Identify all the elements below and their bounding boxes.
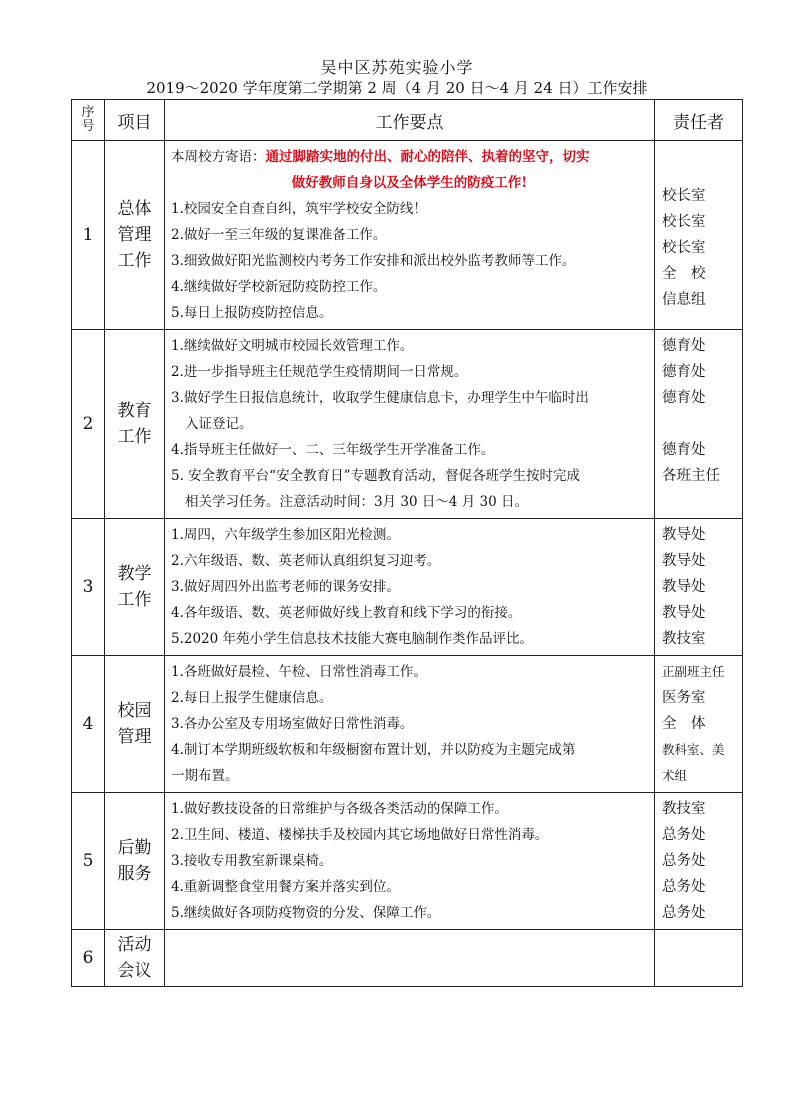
motto-label: 本周校方寄语： [171, 149, 266, 165]
table-row [72, 656, 743, 793]
owner-item: 教技室 [662, 801, 706, 817]
row-tasks [165, 656, 655, 793]
row-category [105, 793, 165, 930]
row-number: 1 [72, 141, 105, 330]
owner-item: 正副班主任 [662, 664, 725, 679]
owner-item: 教导处 [662, 553, 706, 569]
row-number: 6 [72, 930, 105, 987]
task-item: 4.继续做好学校新冠防疫防控工作。 [171, 279, 387, 295]
owner-item: 全 校 [662, 265, 706, 282]
row-tasks [165, 141, 655, 330]
task-item: 4.指导班主任做好一、二、三年级学生开学准备工作。 [171, 442, 495, 458]
category-line: 后勤 [117, 838, 152, 858]
task-item: 5.每日上报防疫防控信息。 [171, 305, 333, 321]
task-item: 1.做好教技设备的日常维护与各级各类活动的保障工作。 [171, 801, 508, 817]
header-points: 工作要点 [165, 100, 655, 141]
row-tasks-empty [165, 930, 655, 987]
schedule-table [71, 99, 743, 987]
task-item: 2.六年级语、数、英老师认真组织复习迎考。 [171, 553, 441, 569]
owner-item: 教导处 [662, 605, 706, 621]
row-tasks [165, 793, 655, 930]
task-item: 3.各办公室及专用场室做好日常性消毒。 [171, 716, 414, 732]
owner-item: 各班主任 [662, 468, 720, 484]
row-owner [655, 330, 743, 519]
category-line: 服务 [117, 864, 152, 884]
category-line: 工作 [117, 427, 152, 447]
row-owner [655, 141, 743, 330]
task-item: 3.做好周四外出监考老师的课务安排。 [171, 579, 400, 595]
category-line: 管理 [117, 727, 152, 747]
owner-item: 教导处 [662, 527, 706, 543]
category-line: 总体 [117, 199, 152, 219]
row-owner [655, 793, 743, 930]
owner-item: 德育处 [662, 338, 706, 354]
header-item: 项目 [105, 100, 165, 141]
task-item-continued: 相关学习任务。注意活动时间：3月 30 日～4 月 30 日。 [185, 494, 528, 510]
header-number-line-2: 号 [81, 119, 95, 134]
header-row [72, 100, 743, 141]
table-row [72, 793, 743, 930]
category-line: 会议 [117, 961, 152, 981]
owner-item: 德育处 [662, 364, 706, 380]
owner-item [662, 411, 735, 437]
category-line: 管理 [117, 225, 152, 245]
category-line: 工作 [117, 590, 152, 610]
motto-text: 通过脚踏实地的付出、耐心的陪伴、执着的坚守，切实 [265, 149, 590, 165]
task-item: 1.各班做好晨检、午检、日常性消毒工作。 [171, 664, 427, 680]
motto-line [171, 144, 648, 170]
row-category [105, 330, 165, 519]
table-row [72, 141, 743, 330]
category-line: 活动 [117, 935, 152, 955]
row-category [105, 656, 165, 793]
category-line: 教学 [117, 564, 152, 584]
task-item-continued: 入证登记。 [185, 416, 253, 432]
header-number-line-1: 序 [81, 105, 95, 120]
owner-item: 总务处 [662, 879, 706, 895]
task-item: 5.继续做好各项防疫物资的分发、保障工作。 [171, 905, 441, 921]
owner-item: 教技室 [662, 631, 706, 647]
row-owner-empty [655, 930, 743, 987]
row-tasks [165, 519, 655, 656]
row-number: 5 [72, 793, 105, 930]
task-item: 3.接收专用教室新课桌椅。 [171, 853, 333, 869]
task-item: 2.进一步指导班主任规范学生疫情期间一日常规。 [171, 364, 468, 380]
task-item: 1.继续做好文明城市校园长效管理工作。 [171, 338, 414, 354]
category-line: 校园 [117, 701, 152, 721]
task-item: 4.重新调整食堂用餐方案并落实到位。 [171, 879, 400, 895]
row-category [105, 930, 165, 987]
row-number: 2 [72, 330, 105, 519]
row-number: 3 [72, 519, 105, 656]
task-item: 3.做好学生日报信息统计，收取学生健康信息卡，办理学生中午临时出 [171, 390, 589, 406]
table-row [72, 519, 743, 656]
task-item: 2.做好一至三年级的复课准备工作。 [171, 227, 387, 243]
owner-item: 德育处 [662, 390, 706, 406]
owner-item: 校长室 [662, 213, 706, 230]
row-tasks [165, 330, 655, 519]
page-subtitle: 2019～2020 学年度第二学期第 2 周（4 月 20 日～4 月 24 日）工作安排 [146, 79, 648, 97]
task-item: 5. 安全教育平台“安全教育日”专题教育活动，督促各班学生按时完成 [171, 468, 580, 484]
table-row [72, 930, 743, 987]
task-item: 4.各年级语、数、英老师做好线上教育和线下学习的衔接。 [171, 605, 522, 621]
row-owner [655, 519, 743, 656]
owner-item: 教导处 [662, 579, 706, 595]
task-item: 5.2020 年苑小学生信息技术技能大赛电脑制作类作品评比。 [171, 631, 534, 647]
owner-item: 教科室、美 [662, 742, 725, 757]
task-item: 1.校园安全自查自纠，筑牢学校安全防线！ [171, 201, 427, 217]
owner-item: 校长室 [662, 187, 706, 204]
task-item: 3.细致做好阳光监测校内考务工作安排和派出校外监考教师等工作。 [171, 253, 576, 269]
owner-item: 术组 [662, 768, 688, 783]
owner-item: 总务处 [662, 905, 706, 921]
owner-item: 校长室 [662, 239, 706, 256]
owner-item: 总务处 [662, 827, 706, 843]
row-category [105, 141, 165, 330]
table-row [72, 330, 743, 519]
category-line: 工作 [117, 251, 152, 271]
task-item: 4.制订本学期班级软板和年级橱窗布置计划，并以防疫为主题完成第 [171, 742, 576, 758]
owner-item: 全 体 [662, 716, 706, 732]
category-line: 教育 [117, 401, 152, 421]
owner-item: 医务室 [662, 690, 706, 706]
owner-item: 总务处 [662, 853, 706, 869]
owner-item: 信息组 [662, 291, 706, 308]
header-owner: 责任者 [655, 100, 743, 141]
row-category [105, 519, 165, 656]
task-item: 2.每日上报学生健康信息。 [171, 690, 333, 706]
task-item-continued: 一期布置。 [171, 768, 239, 784]
row-owner [655, 656, 743, 793]
motto-text-continued: 做好教师自身以及全体学生的防疫工作! [291, 175, 528, 191]
owner-item: 德育处 [662, 442, 706, 458]
header-number [72, 100, 105, 141]
page-title: 吴中区苏苑实验小学 [320, 58, 474, 77]
task-item: 2.卫生间、楼道、楼梯扶手及校园内其它场地做好日常性消毒。 [171, 827, 549, 843]
row-number: 4 [72, 656, 105, 793]
task-item: 1.周四，六年级学生参加区阳光检测。 [171, 527, 400, 543]
